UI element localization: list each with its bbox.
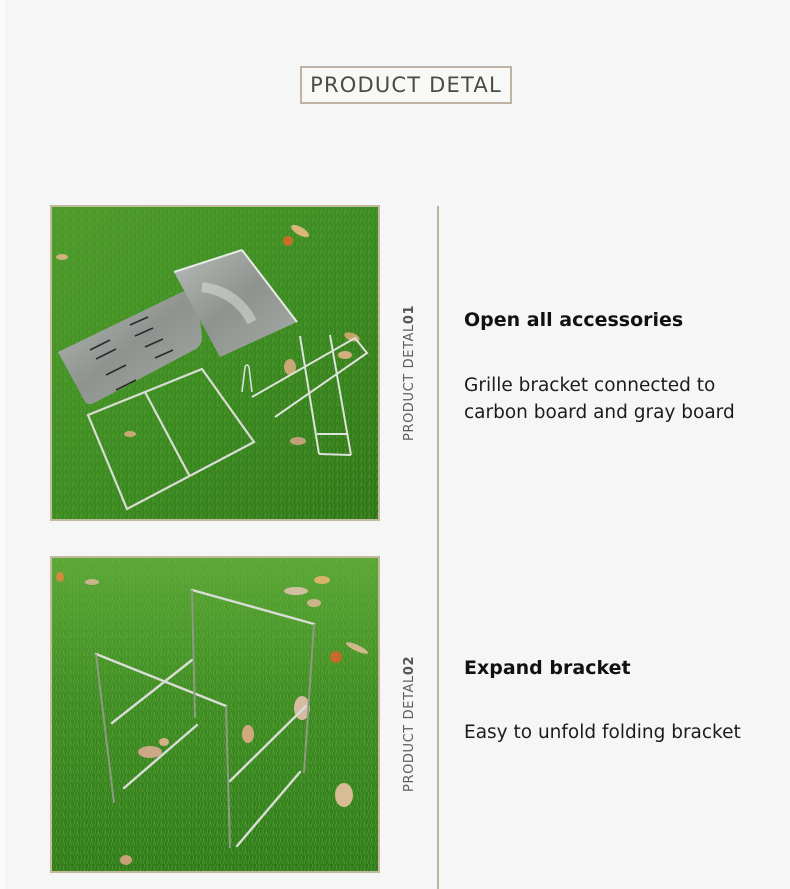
detail-heading-02: Expand bracket (464, 657, 631, 679)
edge-strip (0, 0, 5, 889)
section-title: PRODUCT DETAL (310, 73, 502, 97)
detail-label-prefix: PRODUCT DETAL (402, 324, 417, 441)
detail-label-number: 02 (402, 655, 417, 676)
accessories-photo-illustration (52, 207, 378, 519)
detail-label-number: 01 (402, 304, 417, 325)
product-photo-bracket (50, 556, 380, 873)
vertical-divider (437, 206, 439, 889)
section-title-box (300, 66, 512, 104)
detail-heading-01: Open all accessories (464, 309, 684, 331)
detail-label-01 (402, 141, 422, 441)
product-photo-accessories (50, 205, 380, 521)
bracket-photo-illustration (52, 558, 378, 871)
detail-description-02: Easy to unfold folding bracket (464, 722, 741, 743)
detail-label-prefix: PRODUCT DETAL (402, 675, 417, 792)
detail-label-02 (402, 492, 422, 792)
detail-description-01: Grille bracket connected to carbon board and gray board (464, 375, 735, 423)
